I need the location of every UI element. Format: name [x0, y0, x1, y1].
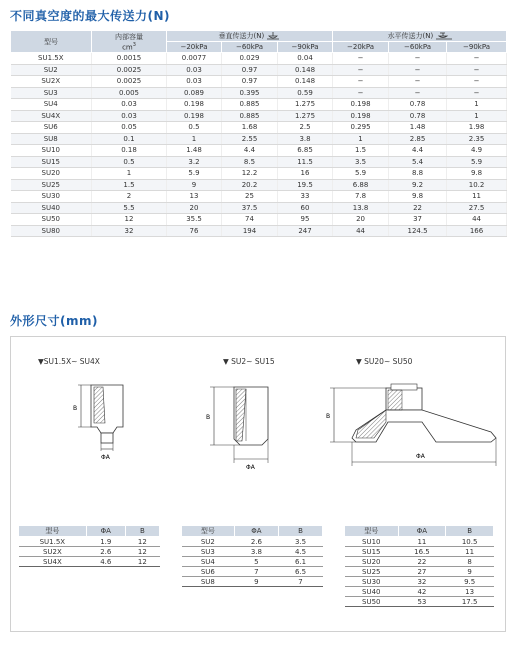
header-pressure: −60kPa [389, 42, 447, 53]
dims-cell: SU2X [19, 547, 87, 557]
dims-cell: 3.8 [234, 547, 278, 557]
table-row [11, 64, 507, 76]
table-row [345, 567, 494, 577]
value-cell: − [447, 64, 507, 76]
value-cell: 1.98 [447, 122, 507, 134]
header-pressure: −20kPa [167, 42, 222, 53]
value-cell: 95 [278, 214, 333, 226]
table-row [19, 547, 160, 557]
value-cell: 19.5 [278, 179, 333, 191]
value-cell: 37 [389, 214, 447, 226]
header-model: 型号 [11, 31, 92, 53]
dims-cell: 9.5 [446, 577, 494, 587]
dims-header: ΦA [234, 526, 278, 537]
table-row [11, 122, 507, 134]
value-cell: 9 [167, 179, 222, 191]
dims-cell: 32 [398, 577, 446, 587]
value-cell: − [333, 53, 389, 65]
dims-cell: SU8 [182, 577, 235, 587]
table-row [11, 202, 507, 214]
value-cell: 0.5 [92, 156, 167, 168]
dims-table-su20-su50 [344, 525, 494, 607]
value-cell: 16 [278, 168, 333, 180]
dims-cell: 22 [398, 557, 446, 567]
svg-text:B: B [326, 413, 331, 420]
value-cell: 194 [222, 225, 278, 237]
value-cell: 3.5 [333, 156, 389, 168]
value-cell: 20 [333, 214, 389, 226]
header-volume: 内部容量 $cm^3$ [92, 31, 167, 53]
value-cell: 5.9 [447, 156, 507, 168]
dims-cell: 16.5 [398, 547, 446, 557]
value-cell: − [447, 76, 507, 88]
value-cell: 0.395 [222, 87, 278, 99]
dims-cell: SU3 [182, 547, 235, 557]
dims-cell: 11 [398, 537, 446, 547]
dims-header: ΦA [86, 526, 125, 537]
value-cell: 33 [278, 191, 333, 203]
value-cell: 74 [222, 214, 278, 226]
value-cell: 0.03 [92, 99, 167, 111]
dims-header: 型号 [182, 526, 235, 537]
value-cell: 0.97 [222, 76, 278, 88]
value-cell: − [333, 64, 389, 76]
dims-cell: 53 [398, 597, 446, 607]
dims-cell: SU25 [345, 567, 399, 577]
value-cell: 0.148 [278, 76, 333, 88]
dims-cell: 4.6 [86, 557, 125, 567]
table-row [11, 214, 507, 226]
dims-cell: SU2 [182, 537, 235, 547]
value-cell: 5.4 [389, 156, 447, 168]
dims-cell: 2.6 [86, 547, 125, 557]
header-pressure: −60kPa [222, 42, 278, 53]
header-pressure: −90kPa [278, 42, 333, 53]
value-cell: 35.5 [167, 214, 222, 226]
model-cell: SU30 [11, 191, 92, 203]
value-cell: 13.8 [333, 202, 389, 214]
dims-cell: SU50 [345, 597, 399, 607]
value-cell: 0.03 [92, 110, 167, 122]
value-cell: − [389, 87, 447, 99]
value-cell: − [447, 53, 507, 65]
dims-header: B [279, 526, 323, 537]
value-cell: 37.5 [222, 202, 278, 214]
value-cell: 0.295 [333, 122, 389, 134]
dims-cell: 42 [398, 587, 446, 597]
table-row [345, 587, 494, 597]
value-cell: 0.198 [333, 99, 389, 111]
table-row [11, 225, 507, 237]
dims-cell: 1.9 [86, 537, 125, 547]
value-cell: 1.68 [222, 122, 278, 134]
table-row [11, 110, 507, 122]
table-row [182, 567, 323, 577]
value-cell: 27.5 [447, 202, 507, 214]
header-horizontal: 水平传送力(N) [333, 31, 507, 42]
dims-cell: 7 [234, 567, 278, 577]
value-cell: 1.275 [278, 110, 333, 122]
table-row [11, 191, 507, 203]
value-cell: 1 [167, 133, 222, 145]
model-cell: SU2X [11, 76, 92, 88]
diagram-su20-su50 [316, 382, 501, 482]
table-row [182, 537, 323, 547]
value-cell: 10.2 [447, 179, 507, 191]
dims-cell: 2.6 [234, 537, 278, 547]
value-cell: 9.8 [447, 168, 507, 180]
table-row [11, 76, 507, 88]
value-cell: 2.35 [447, 133, 507, 145]
value-cell: 0.029 [222, 53, 278, 65]
model-cell: SU6 [11, 122, 92, 134]
dims-cell: 10.5 [446, 537, 494, 547]
value-cell: 0.0077 [167, 53, 222, 65]
dims-cell: 12 [125, 537, 159, 547]
table-row [11, 145, 507, 157]
value-cell: 1.48 [389, 122, 447, 134]
dims-cell: 4.5 [279, 547, 323, 557]
dims-header: ΦA [398, 526, 446, 537]
value-cell: 76 [167, 225, 222, 237]
model-cell: SU2 [11, 64, 92, 76]
header-vertical: 垂直传送力(N) [167, 31, 333, 42]
value-cell: − [333, 87, 389, 99]
dims-section-title: 外形尺寸(mm) [10, 314, 98, 328]
dims-header: 型号 [345, 526, 399, 537]
table-row [11, 133, 507, 145]
value-cell: 0.198 [333, 110, 389, 122]
dims-cell: SU6 [182, 567, 235, 577]
dims-cell: 12 [125, 547, 159, 557]
model-cell: SU1.5X [11, 53, 92, 65]
value-cell: 0.18 [92, 145, 167, 157]
table-row [345, 537, 494, 547]
svg-text:B: B [206, 414, 211, 421]
model-cell: SU15 [11, 156, 92, 168]
value-cell: 11.5 [278, 156, 333, 168]
model-cell: SU3 [11, 87, 92, 99]
value-cell: 1 [447, 99, 507, 111]
table-row [345, 557, 494, 567]
value-cell: 8.8 [389, 168, 447, 180]
value-cell: 60 [278, 202, 333, 214]
value-cell: 1.275 [278, 99, 333, 111]
svg-text:ΦA: ΦA [101, 454, 110, 461]
dims-cell: 12 [125, 557, 159, 567]
table-row [19, 537, 160, 547]
force-table [10, 30, 507, 237]
diagram2-label: ▼ SU2~ SU15 [223, 357, 275, 366]
model-cell: SU4X [11, 110, 92, 122]
dims-cell: SU4X [19, 557, 87, 567]
value-cell: 0.005 [92, 87, 167, 99]
dims-cell: 7 [279, 577, 323, 587]
value-cell: 13 [167, 191, 222, 203]
dims-table-su1-5x-su4x [18, 525, 160, 567]
dims-cell: SU40 [345, 587, 399, 597]
table-row [345, 577, 494, 587]
dims-cell: 6.5 [279, 567, 323, 577]
table-row [345, 547, 494, 557]
value-cell: 44 [333, 225, 389, 237]
value-cell: 0.04 [278, 53, 333, 65]
svg-text:B: B [73, 405, 78, 412]
value-cell: 2.85 [389, 133, 447, 145]
value-cell: 2.5 [278, 122, 333, 134]
value-cell: 6.85 [278, 145, 333, 157]
model-cell: SU40 [11, 202, 92, 214]
value-cell: 0.885 [222, 99, 278, 111]
dims-cell: 17.5 [446, 597, 494, 607]
header-pressure: −20kPa [333, 42, 389, 53]
value-cell: 9.2 [389, 179, 447, 191]
dims-cell: SU1.5X [19, 537, 87, 547]
value-cell: − [389, 53, 447, 65]
value-cell: 0.0015 [92, 53, 167, 65]
svg-text:ΦA: ΦA [416, 453, 425, 460]
value-cell: 8.5 [222, 156, 278, 168]
value-cell: 1.5 [333, 145, 389, 157]
model-cell: SU4 [11, 99, 92, 111]
model-cell: SU10 [11, 145, 92, 157]
dims-cell: 8 [446, 557, 494, 567]
dims-cell: SU10 [345, 537, 399, 547]
value-cell: 2.55 [222, 133, 278, 145]
value-cell: 0.0025 [92, 64, 167, 76]
value-cell: 0.03 [167, 76, 222, 88]
value-cell: 4.4 [389, 145, 447, 157]
value-cell: 20 [167, 202, 222, 214]
force-section-title: 不同真空度的最大传送力(N) [10, 9, 171, 23]
dims-cell: 3.5 [279, 537, 323, 547]
value-cell: − [333, 76, 389, 88]
value-cell: 1 [447, 110, 507, 122]
value-cell: 0.148 [278, 64, 333, 76]
dims-header: B [446, 526, 494, 537]
table-row [11, 168, 507, 180]
value-cell: 4.4 [222, 145, 278, 157]
value-cell: 9.8 [389, 191, 447, 203]
value-cell: 5.9 [167, 168, 222, 180]
model-cell: SU80 [11, 225, 92, 237]
model-cell: SU20 [11, 168, 92, 180]
value-cell: 0.78 [389, 99, 447, 111]
value-cell: 0.05 [92, 122, 167, 134]
value-cell: 0.78 [389, 110, 447, 122]
value-cell: 2 [92, 191, 167, 203]
dims-cell: SU30 [345, 577, 399, 587]
dims-cell: SU20 [345, 557, 399, 567]
model-cell: SU25 [11, 179, 92, 191]
value-cell: 12.2 [222, 168, 278, 180]
value-cell: 5.9 [333, 168, 389, 180]
value-cell: 1 [92, 168, 167, 180]
dims-cell: 5 [234, 557, 278, 567]
value-cell: 1 [333, 133, 389, 145]
diagram-su1-5x-su4x [61, 377, 141, 467]
table-row [11, 99, 507, 111]
value-cell: 5.5 [92, 202, 167, 214]
value-cell: 11 [447, 191, 507, 203]
value-cell: − [389, 76, 447, 88]
table-row [345, 597, 494, 607]
svg-text:ΦA: ΦA [246, 464, 255, 471]
value-cell: 124.5 [389, 225, 447, 237]
value-cell: 7.8 [333, 191, 389, 203]
header-pressure: −90kPa [447, 42, 507, 53]
value-cell: 0.0025 [92, 76, 167, 88]
value-cell: 3.8 [278, 133, 333, 145]
value-cell: 6.88 [333, 179, 389, 191]
diagram-su2-su15 [186, 377, 296, 477]
dims-cell: SU15 [345, 547, 399, 557]
dims-cell: 9 [234, 577, 278, 587]
table-row [11, 53, 507, 65]
value-cell: 0.198 [167, 110, 222, 122]
dims-cell: 6.1 [279, 557, 323, 567]
value-cell: 12 [92, 214, 167, 226]
dims-header: B [125, 526, 159, 537]
value-cell: − [389, 64, 447, 76]
value-cell: 0.1 [92, 133, 167, 145]
dims-cell: 9 [446, 567, 494, 577]
value-cell: 166 [447, 225, 507, 237]
value-cell: 0.885 [222, 110, 278, 122]
value-cell: 22 [389, 202, 447, 214]
value-cell: 44 [447, 214, 507, 226]
value-cell: 0.5 [167, 122, 222, 134]
diagram1-label: ▼SU1.5X~ SU4X [38, 357, 100, 366]
diagram3-label: ▼ SU20~ SU50 [356, 357, 413, 366]
value-cell: 3.2 [167, 156, 222, 168]
dims-cell: 13 [446, 587, 494, 597]
value-cell: 0.198 [167, 99, 222, 111]
table-row [182, 557, 323, 567]
value-cell: − [447, 87, 507, 99]
table-row [182, 547, 323, 557]
table-row [11, 156, 507, 168]
value-cell: 25 [222, 191, 278, 203]
table-row [11, 87, 507, 99]
dims-header: 型号 [19, 526, 87, 537]
model-cell: SU8 [11, 133, 92, 145]
table-row [182, 577, 323, 587]
dims-cell: 27 [398, 567, 446, 577]
value-cell: 0.089 [167, 87, 222, 99]
value-cell: 32 [92, 225, 167, 237]
dims-cell: 11 [446, 547, 494, 557]
value-cell: 4.9 [447, 145, 507, 157]
value-cell: 0.59 [278, 87, 333, 99]
horizontal-force-icon [436, 32, 452, 40]
dims-table-su2-su15 [181, 525, 323, 587]
table-row [19, 557, 160, 567]
value-cell: 1.48 [167, 145, 222, 157]
value-cell: 0.03 [167, 64, 222, 76]
dims-cell: SU4 [182, 557, 235, 567]
value-cell: 247 [278, 225, 333, 237]
value-cell: 1.5 [92, 179, 167, 191]
table-row [11, 179, 507, 191]
vertical-force-icon [266, 32, 280, 40]
value-cell: 20.2 [222, 179, 278, 191]
model-cell: SU50 [11, 214, 92, 226]
value-cell: 0.97 [222, 64, 278, 76]
